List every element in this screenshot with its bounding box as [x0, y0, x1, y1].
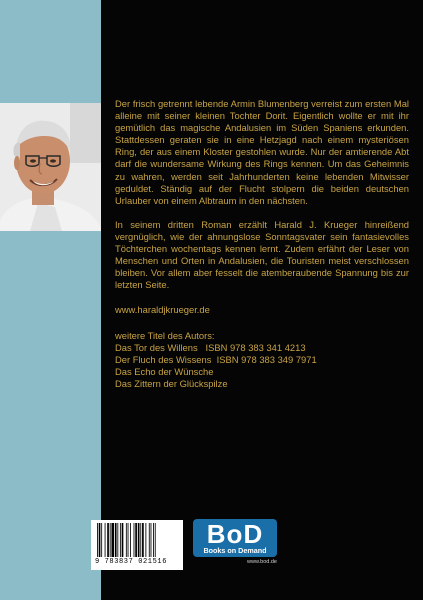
- barcode-bar: [138, 523, 140, 557]
- bod-url: www.bod.de: [247, 559, 277, 565]
- barcode-bar: [99, 523, 101, 557]
- barcode-bar: [151, 523, 152, 557]
- blurb-paragraph-1: Der frisch getrennt lebende Armin Blumenberg verreist zum ersten Mal alleine mit seiner kleinen Tochter Dorit. Eigentlich wollte er mit ihr gemütlich das magische Andalusien im Süden Spaniens erkunden. Stattdessen geraten sie in eine Hetzjagd nach einem mysteriösen Ring, der aus einem Kloster gestohlen wurde. Nur der amtierende Abt darf die wundersame Wirkung des Rings kennen. Um das Geheimnis zu wahren, werden seit Jahrhunderten keine lebenden Mitwisser geduldet. Ständig auf der Flucht stolpern die beiden deutschen Urlauber von einem Albtraum in den nächsten.: [115, 98, 409, 206]
- barcode-bar: [149, 523, 150, 557]
- barcode-bar: [101, 523, 102, 557]
- other-titles-heading: weitere Titel des Autors:: [115, 329, 215, 341]
- barcode-bar: [122, 523, 124, 557]
- left-color-strip: [0, 0, 101, 600]
- author-photo: [0, 103, 101, 231]
- barcode-bar: [130, 523, 131, 557]
- barcode-bar: [128, 523, 129, 557]
- barcode-bar: [145, 523, 146, 557]
- barcode-bar: [155, 523, 156, 557]
- barcode-bar: [140, 523, 141, 557]
- barcode-bar: [120, 523, 121, 557]
- barcode-bar: [142, 523, 144, 557]
- barcode-bar: [115, 523, 117, 557]
- barcode-bar: [110, 523, 111, 557]
- other-title-item: Der Fluch des Wissens ISBN 978 383 349 7971: [115, 353, 317, 365]
- barcode-bar: [111, 523, 114, 557]
- barcode-bar: [134, 523, 135, 557]
- barcode-bar: [117, 523, 118, 557]
- isbn-barcode: [91, 520, 183, 570]
- text-block: [115, 98, 409, 390]
- other-title-item: Das Zittern der Glückspilze: [115, 377, 228, 389]
- blurb-paragraph-2: In seinem dritten Roman erzählt Harald J. Krueger hinreißend vergnüglich, wie der ahnungslose Sonntagsvater sein fantasievolles Töchterchen wochentags kennen lernt. Zudem erfährt der Leser von Menschen und Orten in Andalusien, die Touristen meist verschlossen bleiben. Vor allem aber fesselt die atemberaubende Spannung bis zur letzten Seite.: [115, 218, 409, 291]
- barcode-bar: [126, 523, 127, 557]
- barcode-bar: [105, 523, 106, 557]
- barcode-bar: [153, 523, 154, 557]
- bod-tagline: Books on Demand: [203, 546, 267, 555]
- other-title-item: Das Echo der Wünsche: [115, 365, 214, 377]
- isbn-digits: 9 783837 021516: [95, 558, 168, 566]
- bod-logo: [193, 519, 277, 565]
- barcode-bar: [135, 523, 137, 557]
- barcode-bars: [95, 523, 179, 557]
- barcode-bar: [107, 523, 109, 557]
- bod-logo-letters: BoD: [206, 519, 264, 549]
- barcode-bar: [97, 523, 98, 557]
- other-title-item: Das Tor des Willens ISBN 978 383 341 4213: [115, 341, 306, 353]
- author-website[interactable]: www.haraldjkrueger.de: [115, 304, 210, 316]
- other-titles-list: [115, 342, 409, 390]
